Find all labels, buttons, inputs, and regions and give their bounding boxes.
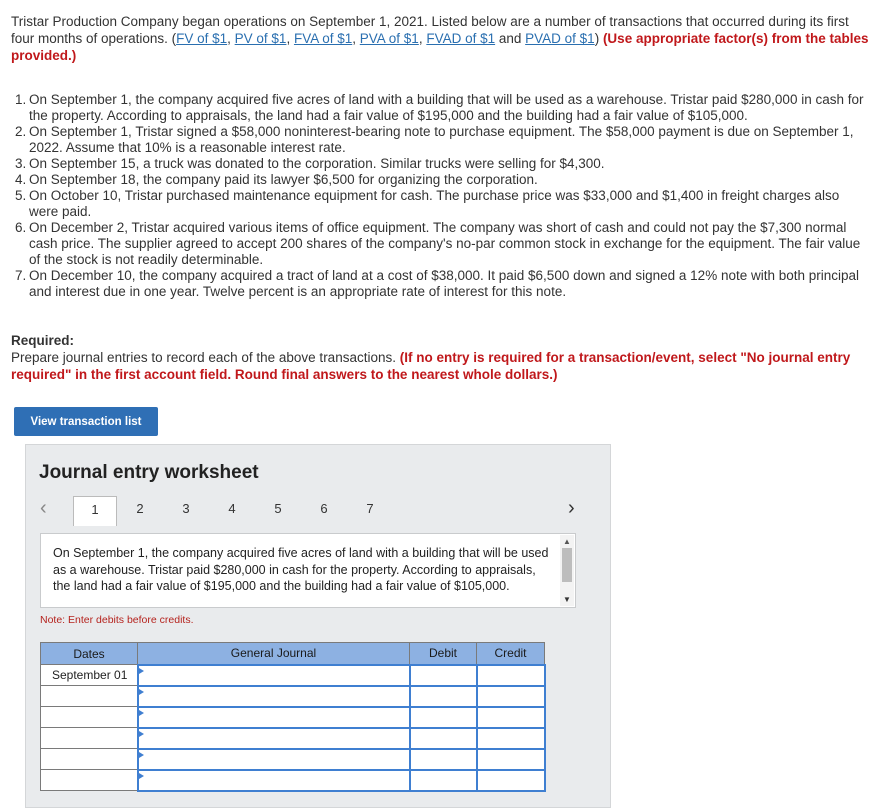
tab-3[interactable]: 3 [182,501,190,516]
list-item: 2. On September 1, Tristar signed a $58,000 noninterest-bearing note to purchase equipment. The $58,000 payment is due on September 1, 2022. Assume that 10% is a reasonable interest rate. [15,124,854,155]
credit-header: Credit [477,643,545,665]
dropdown-indicator-icon [139,710,144,716]
credit-input[interactable] [477,749,545,770]
tab-1[interactable]: 1 [73,496,117,526]
problem-intro: Tristar Production Company began operations on September 1, 2021. Listed below are a number of transactions that occurred during its first four months of operations. (FV of $1, PV of $1, FVA of $1, PVA of $1, FVAD of $1 and PVAD of $1) (Use appropriate factor(s) from the tables provided.) [11,14,869,63]
account-input[interactable] [138,686,410,707]
pva-link[interactable]: PVA of $1 [359,31,419,46]
general-journal-header: General Journal [138,643,410,665]
pvad-link[interactable]: PVAD of $1 [525,31,595,46]
debit-input[interactable] [410,665,477,686]
credit-input[interactable] [477,707,545,728]
date-cell: September 01 [41,665,138,686]
credit-input[interactable] [477,728,545,749]
tab-5[interactable]: 5 [274,501,282,516]
list-item: 3. On September 15, a truck was donated to the corporation. Similar trucks were selling for $4,300. [15,156,605,171]
fva-link[interactable]: FVA of $1 [293,31,353,46]
transaction-list [15,92,865,300]
debit-input[interactable] [410,728,477,749]
table-row [41,686,545,707]
credit-input[interactable] [477,686,545,707]
required-heading: Required: [11,333,75,348]
account-input[interactable] [138,770,410,791]
date-cell [41,707,138,728]
debit-input[interactable] [410,770,477,791]
scrollbar[interactable] [560,535,574,606]
fv-link[interactable]: FV of $1 [176,31,228,46]
account-input[interactable] [138,749,410,770]
list-item: 7. On December 10, the company acquired a tract of land at a cost of $38,000. It paid $6,500 down and signed a 12% note with both principal and interest due in one year. Twelve percent is an appropriate rate of interest for this note. [15,268,860,299]
dropdown-indicator-icon [139,668,144,674]
debit-header: Debit [410,643,477,665]
debit-credit-note: Note: Enter debits before credits. [40,614,194,626]
view-transaction-list-button[interactable]: View transaction list [14,407,158,436]
tab-6[interactable]: 6 [320,501,328,516]
pv-link[interactable]: PV of $1 [234,31,287,46]
chevron-left-icon[interactable]: ‹ [40,497,47,519]
dropdown-indicator-icon [139,689,144,695]
date-cell [41,686,138,707]
dropdown-indicator-icon [139,773,144,779]
fvad-link[interactable]: FVAD of $1 [426,31,496,46]
tab-2[interactable]: 2 [136,501,144,516]
list-item: 4. On September 18, the company paid its lawyer $6,500 for organizing the corporation. [15,172,538,187]
scroll-down-icon[interactable]: ▼ [563,595,571,604]
list-item: 6. On December 2, Tristar acquired various items of office equipment. The company was short of cash and could not pay the $7,300 normal cash price. The supplier agreed to accept 200 shares of the company's no-par common stock in exchange for the equipment. The fair value of the stock is not readily determinable. [15,220,861,267]
worksheet-title: Journal entry worksheet [39,462,259,483]
dropdown-indicator-icon [139,731,144,737]
dates-header: Dates [41,643,138,665]
credit-input[interactable] [477,770,545,791]
tab-4[interactable]: 4 [228,501,236,516]
date-cell [41,770,138,791]
list-item: 5. On October 10, Tristar purchased maintenance equipment for cash. The purchase price was $33,000 and $1,400 in freight charges also were paid. [15,188,840,219]
debit-input[interactable] [410,749,477,770]
tab-7[interactable]: 7 [366,501,374,516]
scroll-thumb[interactable] [562,548,572,582]
chevron-right-icon[interactable]: › [568,497,575,519]
debit-input[interactable] [410,707,477,728]
required-section: Required: Prepare journal entries to record each of the above transactions. (If no entry is required for a transaction/event, select "No journal entry required" in the first account field. Round final answers to the nearest whole dollars.) [11,332,871,383]
dropdown-indicator-icon [139,752,144,758]
debit-input[interactable] [410,686,477,707]
table-row [41,707,545,728]
credit-input[interactable] [477,665,545,686]
table-row [41,665,545,686]
factor-instruction: (Use appropriate factor(s) from the tables provided.) [11,31,869,63]
date-cell [41,728,138,749]
required-instruction: (If no entry is required for a transaction/event, select "No journal entry required" in the first account field. Round final answers to the nearest whole dollars.) [11,350,851,382]
account-input[interactable] [138,665,410,686]
transaction-description-box[interactable] [40,533,576,608]
table-row [41,749,545,770]
table-row [41,770,545,791]
table-row [41,728,545,749]
journal-table [40,642,546,792]
list-item: 1. On September 1, the company acquired five acres of land with a building that will be used as a warehouse. Tristar paid $280,000 in cash for the property. According to appraisals, the land had a fair value of $195,000 and the building had a fair value of $105,000. [15,92,864,123]
transaction-description: On September 1, the company acquired five acres of land with a building that will be used as a warehouse. Tristar paid $280,000 in cash for the property. According to appraisals, the land had a fair value of $195,000 and the building had a fair value of $105,000. [53,546,549,593]
scroll-up-icon[interactable]: ▲ [563,537,571,546]
account-input[interactable] [138,707,410,728]
date-cell [41,749,138,770]
account-input[interactable] [138,728,410,749]
